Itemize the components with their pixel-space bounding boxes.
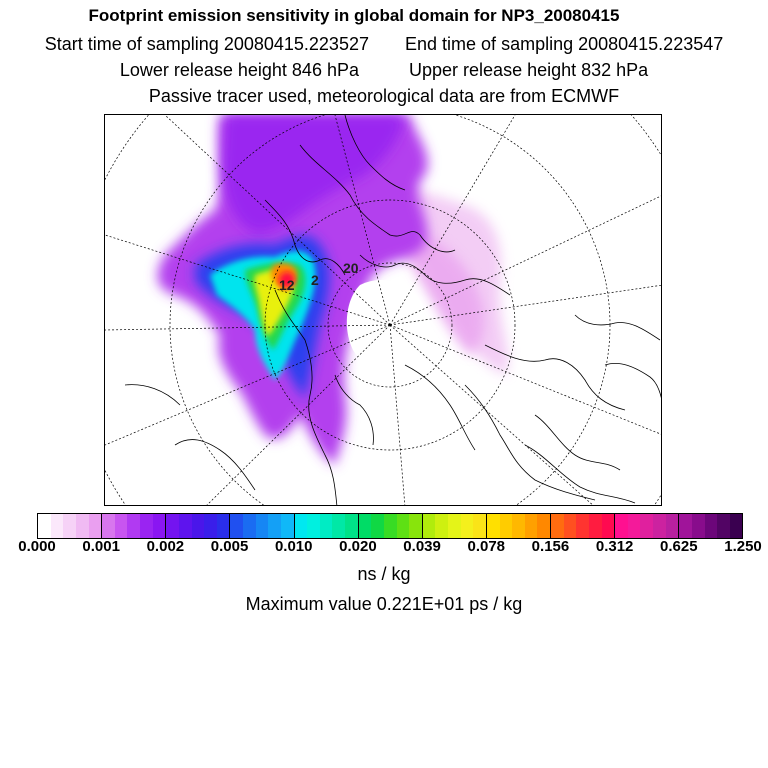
colorbar-cell xyxy=(473,514,487,538)
colorbar-tick-label: 0.001 xyxy=(82,538,120,555)
point-label-12: 12 xyxy=(279,277,295,293)
colorbar-cell xyxy=(51,514,64,538)
lower-release-height: Lower release height 846 hPa xyxy=(119,60,359,80)
colorbar-tick-label: 0.020 xyxy=(339,538,377,555)
end-time: End time of sampling 20080415.223547 xyxy=(405,34,724,54)
colorbar-cell xyxy=(640,514,653,538)
colorbar-cell xyxy=(512,514,525,538)
tracer-note: Passive tracer used, meteorological data are from ECMWF xyxy=(148,86,620,106)
colorbar-cell xyxy=(564,514,577,538)
point-label-2: 2 xyxy=(311,272,319,288)
colorbar-cell xyxy=(576,514,589,538)
release-heights xyxy=(0,59,768,81)
point-label-20: 20 xyxy=(343,260,359,276)
colorbar-cell xyxy=(359,514,372,538)
colorbar-cell xyxy=(717,514,730,538)
plot-title: Footprint emission sensitivity in global domain for NP3_20080415 xyxy=(88,6,620,25)
colorbar-tick-label: 0.156 xyxy=(531,538,570,555)
colorbar-cell xyxy=(487,514,500,538)
colorbar-tick-labels xyxy=(0,538,768,560)
colorbar-cell xyxy=(628,514,641,538)
colorbar xyxy=(37,513,743,539)
colorbar-cell xyxy=(179,514,192,538)
colorbar-cell xyxy=(705,514,718,538)
colorbar-cell xyxy=(63,514,76,538)
colorbar-cell xyxy=(268,514,281,538)
colorbar-cell xyxy=(384,514,397,538)
colorbar-cell xyxy=(295,514,308,538)
colorbar-cell xyxy=(332,514,345,538)
start-time: Start time of sampling 20080415.223527 xyxy=(44,34,369,54)
colorbar-tick-label: 0.002 xyxy=(146,538,185,555)
colorbar-cell xyxy=(153,514,167,538)
colorbar-cell xyxy=(371,514,384,538)
colorbar-cell xyxy=(409,514,423,538)
colorbar-cell xyxy=(653,514,666,538)
colorbar-cell xyxy=(525,514,538,538)
colorbar-cell xyxy=(127,514,140,538)
sampling-times xyxy=(0,33,768,55)
colorbar-tick-label: 1.250 xyxy=(724,538,762,555)
colorbar-tick-label: 0.005 xyxy=(210,538,249,555)
colorbar-cell xyxy=(204,514,217,538)
colorbar-cell xyxy=(345,514,359,538)
colorbar-cell xyxy=(435,514,448,538)
colorbar-cell xyxy=(192,514,205,538)
colorbar-cell xyxy=(89,514,103,538)
colorbar-tick-label: 0.078 xyxy=(467,538,506,555)
colorbar-cell xyxy=(448,514,461,538)
colorbar-cell xyxy=(115,514,128,538)
colorbar-cell xyxy=(500,514,513,538)
colorbar-cell xyxy=(423,514,436,538)
colorbar-cell xyxy=(666,514,680,538)
colorbar-cell xyxy=(243,514,256,538)
colorbar-tick-label: 0.039 xyxy=(403,538,441,555)
colorbar-cell xyxy=(692,514,705,538)
colorbar-tick-label: 0.312 xyxy=(595,538,634,555)
maximum-value: Maximum value 0.221E+01 ps / kg xyxy=(245,594,523,614)
sensitivity-field xyxy=(158,115,508,465)
colorbar-tick-label: 0.625 xyxy=(660,538,698,555)
colorbar-cell xyxy=(38,514,51,538)
colorbar-cell xyxy=(102,514,115,538)
colorbar-cell xyxy=(256,514,269,538)
upper-release-height: Upper release height 832 hPa xyxy=(409,60,649,80)
colorbar-cell xyxy=(537,514,551,538)
colorbar-tick-label: 0.000 xyxy=(18,538,56,555)
colorbar-cell xyxy=(730,514,743,538)
colorbar-cell xyxy=(551,514,564,538)
colorbar-cell xyxy=(679,514,692,538)
colorbar-cell xyxy=(166,514,179,538)
colorbar-cell xyxy=(615,514,628,538)
colorbar-cell xyxy=(461,514,474,538)
colorbar-cell xyxy=(397,514,410,538)
colorbar-cell xyxy=(602,514,616,538)
colorbar-cell xyxy=(281,514,295,538)
colorbar-tick-label: 0.010 xyxy=(274,538,313,555)
colorbar-cell xyxy=(589,514,602,538)
colorbar-cell xyxy=(307,514,320,538)
colorbar-unit: ns / kg xyxy=(357,564,411,584)
colorbar-cell xyxy=(217,514,231,538)
colorbar-cell xyxy=(320,514,333,538)
colorbar-cell xyxy=(76,514,89,538)
colorbar-cell xyxy=(140,514,153,538)
colorbar-cell xyxy=(230,514,243,538)
footprint-map xyxy=(105,115,662,506)
map-panel xyxy=(104,114,662,506)
